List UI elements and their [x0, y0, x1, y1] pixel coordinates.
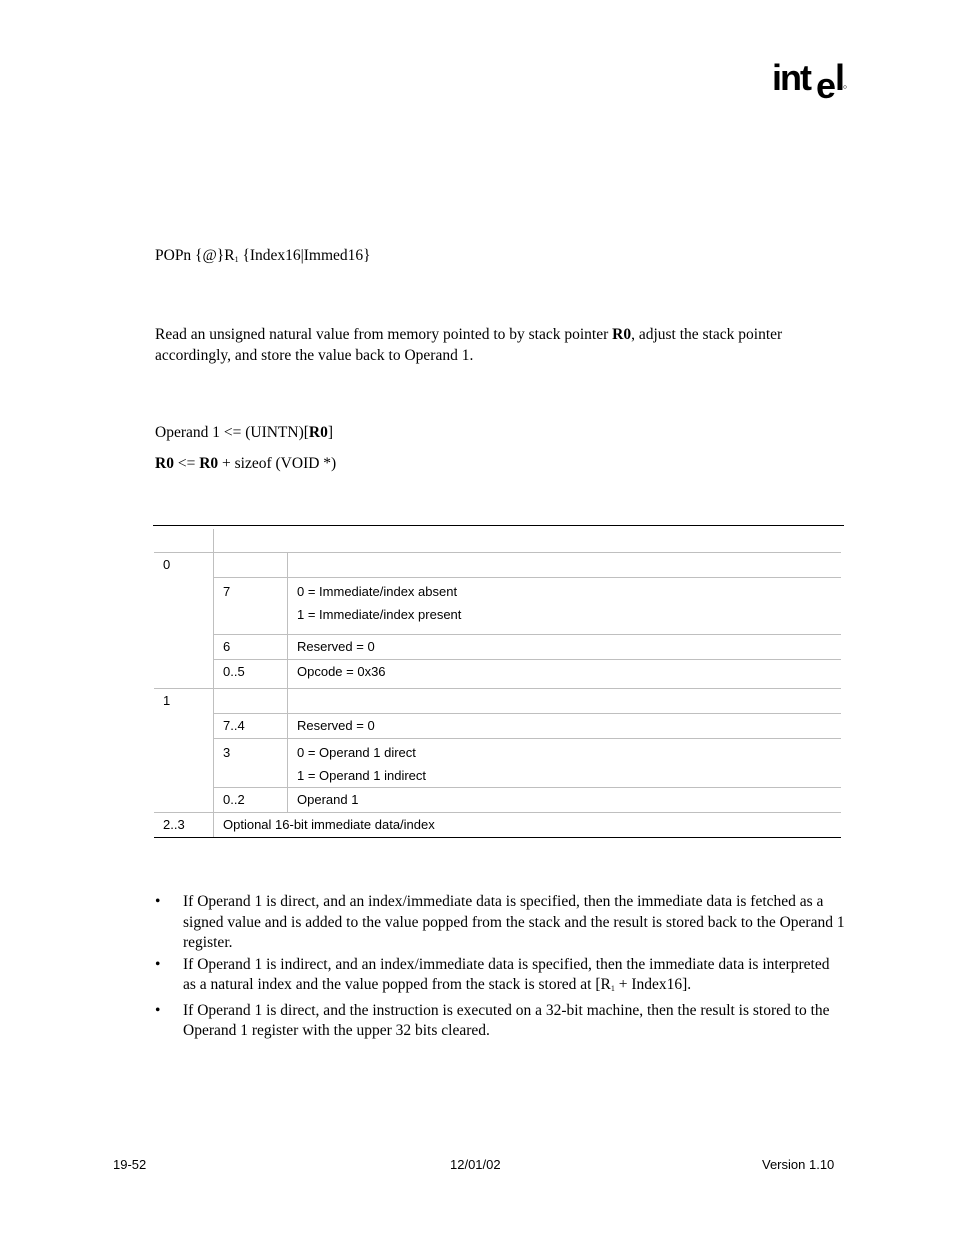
description-text-1: Read an unsigned natural value from memory pointed to by stack pointer: [155, 326, 613, 343]
operation-2-bold-2: R0: [199, 455, 219, 472]
bit-cell: 0..5: [214, 660, 288, 689]
operation-2-post: + sizeof (VOID *): [218, 455, 337, 472]
footer-page-number: 19-52: [113, 1157, 147, 1172]
list-item: [155, 892, 845, 954]
footer-date: 12/01/02: [450, 1157, 501, 1172]
description-line-2: 1 = Immediate/index present: [297, 607, 462, 622]
bit-cell: 7..4: [214, 714, 288, 739]
byte-cell: [154, 788, 214, 813]
byte-cell: [154, 635, 214, 660]
table-row: [154, 813, 841, 838]
bit-cell: [214, 689, 288, 714]
syntax-subscript: 1: [234, 255, 239, 264]
syntax-prefix: POPn {@}R: [155, 247, 235, 264]
byte-cell: [154, 660, 214, 689]
description-line-1: 0 = Operand 1 direct: [297, 745, 416, 760]
description-cell: [288, 689, 842, 714]
table-row: [154, 553, 841, 578]
operation-2-mid: <=: [173, 455, 200, 472]
table-row: [154, 635, 841, 660]
svg-text:e: e: [816, 65, 837, 104]
table-row: [154, 660, 841, 689]
operation-line-2: [155, 455, 336, 473]
header-cell-byte: [154, 529, 214, 553]
description-cell: Reserved = 0: [288, 714, 842, 739]
svg-text:int: int: [772, 58, 810, 98]
description-paragraph: [155, 324, 845, 366]
table-row: [154, 739, 841, 788]
table-top-rule: [153, 525, 844, 526]
notes-list: [155, 892, 845, 1043]
table-row: [154, 578, 841, 635]
encoding-table: [154, 529, 841, 838]
operation-line-1: [155, 424, 333, 442]
table-header-row: [154, 529, 841, 553]
description-bold-r0: R0: [612, 326, 632, 343]
description-text-2: , adjust the stack pointer accordingly, and store the value back to Operand 1.: [155, 326, 783, 364]
note-subscript: 1: [610, 984, 615, 993]
bit-cell: 7: [214, 578, 288, 635]
list-item: [155, 1001, 845, 1042]
description-cell: Optional 16-bit immediate data/index: [214, 813, 842, 838]
operation-1-bold: R0: [308, 424, 328, 441]
operation-2-bold-1: R0: [155, 455, 174, 472]
description-cell: [288, 739, 842, 788]
description-cell: Reserved = 0: [288, 635, 842, 660]
operation-1-pre: Operand 1 <= (UINTN)[: [155, 424, 309, 441]
note-text-1: If Operand 1 is direct, and an index/immediate data is specified, then the immediate data is fetched as a signed value and is added to the value popped from the stack and the result is stored back to the Operand 1 register.: [183, 893, 845, 951]
table-row: [154, 689, 841, 714]
table-row: [154, 788, 841, 813]
description-cell: Operand 1: [288, 788, 842, 813]
bit-cell: 0..2: [214, 788, 288, 813]
bit-cell: [214, 553, 288, 578]
byte-cell: [154, 578, 214, 635]
bit-cell: 3: [214, 739, 288, 788]
byte-cell: 1: [154, 689, 214, 714]
bit-cell: 6: [214, 635, 288, 660]
note-text-2-post: + Index16].: [614, 976, 692, 993]
svg-text:l: l: [835, 58, 846, 98]
operation-1-post: ]: [327, 424, 334, 441]
intel-logo: [772, 58, 852, 104]
syntax-line: [155, 247, 371, 265]
byte-cell: [154, 739, 214, 788]
footer-version: Version 1.10: [762, 1157, 835, 1172]
list-item: [155, 955, 845, 1000]
syntax-suffix: {Index16|Immed16}: [238, 247, 371, 264]
header-cell-description: [214, 529, 842, 553]
table-row: [154, 714, 841, 739]
byte-cell: 0: [154, 553, 214, 578]
description-cell: [288, 578, 842, 635]
note-text-2-pre: If Operand 1 is indirect, and an index/immediate data is specified, then the immediate data is interpreted as a natural index and the value popped from the stack is stored at [R: [183, 955, 830, 993]
description-line-2: 1 = Operand 1 indirect: [297, 768, 426, 783]
description-cell: [288, 553, 842, 578]
description-cell: Opcode = 0x36: [288, 660, 842, 689]
description-line-1: 0 = Immediate/index absent: [297, 584, 458, 599]
byte-cell: [154, 714, 214, 739]
byte-cell: 2..3: [154, 813, 214, 838]
note-text-3: If Operand 1 is direct, and the instruction is executed on a 32-bit machine, then the result is stored to the Operand 1 register with the upper 32 bits cleared.: [183, 1001, 830, 1039]
